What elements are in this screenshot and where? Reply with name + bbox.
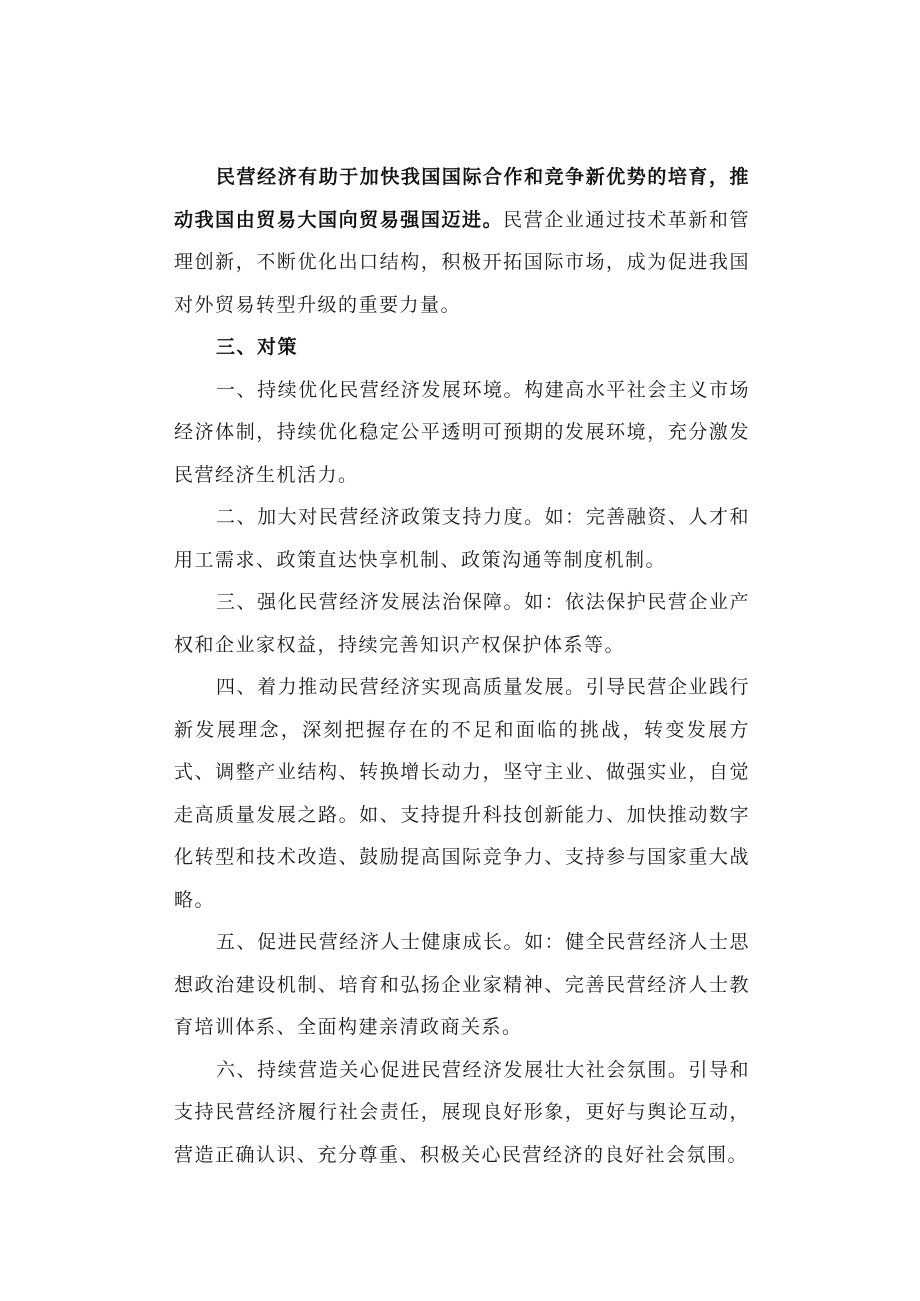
intro-paragraph xyxy=(174,156,750,326)
intro-bold-text: 民营经济有助于加快我国国际合作和竞争新优势的培育，推动我国由贸易大国向贸易强国迈进。 xyxy=(174,166,750,231)
paragraph-2: 二、加大对民营经济政策支持力度。如：完善融资、人才和用工需求、政策直达快享机制、政策沟通等制度机制。 xyxy=(174,506,750,571)
paragraph-1: 一、持续优化民营经济发展环境。构建高水平社会主义市场经济体制，持续优化稳定公平透明可预期的发展环境，充分激发民营经济生机活力。 xyxy=(174,378,750,486)
paragraph-3: 三、强化民营经济发展法治保障。如：依法保护民营企业产权和企业家权益，持续完善知识产权保护体系等。 xyxy=(174,591,750,656)
paragraph-5: 五、促进民营经济人士健康成长。如：健全民营经济人士思想政治建设机制、培育和弘扬企业家精神、完善民营经济人士教育培训体系、全面构建亲清政商关系。 xyxy=(174,931,750,1038)
intro-text: 民营企业通过技术革新和管理创新，不断优化出口结构，积极开拓国际市场，成为促进我国对外贸易转型升级的重要力量。 xyxy=(174,208,750,316)
paragraph-4: 四、着力推动民营经济实现高质量发展。引导民营企业践行新发展理念，深刻把握存在的不足和面临的挑战，转变发展方式、调整产业结构、转换增长动力，坚守主业、做强实业，自觉走高质量发展之路。如、支持提升科技创新能力、加快推动数字化转型和技术改造、鼓励提高国际竞争力、支持参与国家重大战略。 xyxy=(174,676,750,911)
paragraph-6: 六、持续营造关心促进民营经济发展壮大社会氛围。引导和支持民营经济履行社会责任，展现良好形象，更好与舆论互动，营造正确认识、充分尊重、积极关心民营经济的良好社会氛围。 xyxy=(174,1058,750,1166)
section-heading: 三、对策 xyxy=(216,336,299,358)
document-body xyxy=(174,156,750,1176)
